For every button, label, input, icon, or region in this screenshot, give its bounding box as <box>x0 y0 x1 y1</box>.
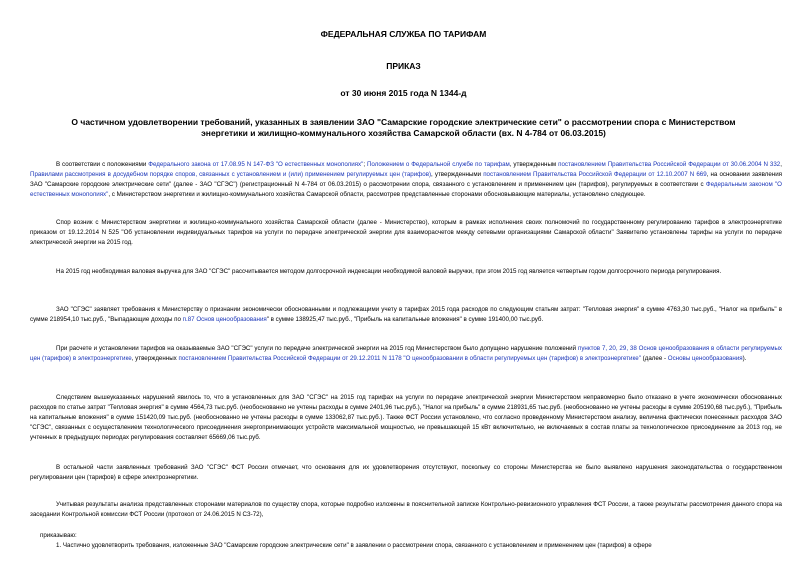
paragraph-5: При расчете и установлении тарифов на оказываемые ЗАО "СГЭС" услуги по передаче электрической энергии на 2015 год Министерством было допущено нарушение положений пунктов 7, 20, 29, 38 Основ ценообразования в области регулируемых цен (тарифов) в электроэнергетике, утвержденных постановлением Правительства Российской Федерации от 29.12.2011 N 1178 "О ценообразовании в области регулируемых цен (тарифов) в электроэнергетике" (далее - Основы ценообразования). <box>30 345 782 362</box>
link-law-147fz[interactable]: Федерального закона от 17.08.95 N 147-ФЗ "О естественных монополиях" <box>148 161 364 168</box>
link-p87-pricing-basics[interactable]: п.87 Основ ценообразования <box>182 316 267 323</box>
paragraph-7: В остальной части заявленных требований ЗАО "СГЭС" ФСТ России отмечает, что основания для их удовлетворения отсутствуют, поскольку со стороны Министерства не было выявлено нарушения законодательства о государственном регулировании цен (тарифов) в сфере электроэнергетики. <box>30 464 782 481</box>
paragraph-3: На 2015 год необходимая валовая выручка для ЗАО "СГЭС" рассчитывается методом долгосрочной индексации необходимой валовой выручки, при этом 2015 год является четвертым годом долгосрочного периода регулирования. <box>56 268 722 275</box>
document-date: от 30 июня 2015 года N 1344-д <box>340 88 467 98</box>
link-pricing-basics[interactable]: Основы ценообразования <box>667 355 743 362</box>
agency-title: ФЕДЕРАЛЬНАЯ СЛУЖБА ПО ТАРИФАМ <box>320 29 487 39</box>
paragraph-1: В соответствии с положениями Федерального закона от 17.08.95 N 147-ФЗ "О естественных монополиях"; Положением о Федеральной службе по тарифам, утвержденным постановлением Правительства Российской Федерации от 30.06.2004 N 332, Правилами рассмотрения в досудебном порядке споров, связанных с установлением и (или) применением регулируемых цен (тарифов), утвержденными постановлением Правительства Российской Федерации от 12.10.2007 N 669, на основании заявления ЗАО "Самарские городские электрические сети" (далее - ЗАО "СГЭС") (регистрационный N 4-784 от 06.03.2015) о рассмотрении спора, связанного с установлением и применением цен (тарифов), регулируемых в соответствии с Федеральным законом "О естественных монополиях", с Министерством энергетики и жилищно-коммунального хозяйства Самарской области, рассмотрев представленные сторонами обосновывающие материалы, установлено следующее. <box>30 161 782 198</box>
link-regulation-fst[interactable]: Положением о Федеральной службе по тарифам <box>366 161 510 168</box>
paragraph-6: Следствием вышеуказанных нарушений явилось то, что в установленных для ЗАО "СГЭС" на 2015 год тарифах на услуги по передаче электрической энергии Министерством неправомерно было отказано в учете экономически обоснованных расходов по статье затрат "Тепловая энергия" в сумме 4564,73 тыс.руб. (необоснованно не учтены расходы в сумме 2401,96 тыс.руб.), "Налог на прибыль" в сумме 218931,65 тыс.руб. (необоснованно не учтены расходы в сумме 205190,68 тыс.руб.), "Прибыль на капитальные вложения" в сумме 151420,09 тыс.руб. (необоснованно не учтены расходы в сумме 133062,87 тыс.руб.). Также ФСТ России установлено, что согласно проведенному Министерством анализу, величина фактически понесенных расходов ЗАО "СГЭС", связанных с осуществлением технологического присоединения энергопринимающих устройств максимальной мощностью, не превышающей 15 кВт включительно, не включаемых в состав платы за технологическое присоединение за 2013 год, не учтенных в предыдущих периодах регулирования составляет 65669,06 тыс.руб. <box>30 394 782 441</box>
paragraph-8: Учитывая результаты анализа представленных сторонами материалов по существу спора, которые подробно изложены в пояснительной записке Контрольно-ревизионного управления ФСТ России, а также результаты рассмотрения данного спора на заседании Контрольной комиссии ФСТ России (протокол от 24.06.2015 N СЗ-72), <box>30 501 782 518</box>
paragraph-2: Спор возник с Министерством энергетики и жилищно-коммунального хозяйства Самарской области (далее - Министерство), которым в рамках исполнения своих полномочий по государственному регулированию тарифов в электроэнергетике приказом от 19.12.2014 N 525 "Об установлении индивидуальных тарифов на услуги по передаче электрической энергии для взаиморасчетов между сетевыми организациями Самарской области" Заявителю установлены тарифы на услуги по передаче электрической энергии на 2015 год. <box>30 219 782 246</box>
link-natural-monopolies-law[interactable]: Федеральным законом "О естественных монополиях" <box>30 181 782 198</box>
document-type: ПРИКАЗ <box>386 61 421 71</box>
link-resolution-1178[interactable]: постановлением Правительства Российской Федерации от 29.12.2011 N 1178 "О ценообразовании в области регулируемых цен (тарифов) в электроэнергетике" <box>178 355 641 362</box>
document-subject: О частичном удовлетворении требований, указанных в заявлении ЗАО "Самарские городские электрические сети" о рассмотрении спора с Министерством энергетики и жилищно-коммунального хозяйства Самарской области (вх. N 4-784 от 06.03.2015) <box>71 117 736 138</box>
link-pricing-basics-items[interactable]: пунктов 7, 20, 29, 38 Основ ценообразования в области регулируемых цен (тарифов) в электроэнергетике <box>30 345 782 362</box>
link-resolution-332[interactable]: постановлением Правительства Российской Федерации от 30.06.2004 N 332 <box>558 161 781 168</box>
paragraph-order-item-1: 1. Частично удовлетворить требования, изложенные ЗАО "Самарские городские электрические сети" в заявлении о рассмотрении спора, связанного с установлением и применением цен (тарифов) в сфере <box>56 542 652 549</box>
paragraph-4: ЗАО "СГЭС" заявляет требования к Министерству о признании экономически обоснованными и подлежащими учету в тарифах 2015 года расходов по следующим статьям затрат: "Тепловая энергия" в сумме 4763,30 тыс.руб., "Налог на прибыль" в сумме 218954,10 тыс.руб., "Выпадающие доходы по п.87 Основ ценообразования" в сумме 138925,47 тыс.руб., "Прибыль на капитальные вложения" в сумме 191400,00 тыс.руб. <box>30 306 782 323</box>
order-word: приказываю: <box>40 532 77 539</box>
link-dispute-rules[interactable]: Правилами рассмотрения в досудебном порядке споров, связанных с установлением и (или) применением регулируемых цен (тарифов) <box>30 171 432 178</box>
link-resolution-669[interactable]: постановлением Правительства Российской Федерации от 12.10.2007 N 669 <box>483 171 707 178</box>
